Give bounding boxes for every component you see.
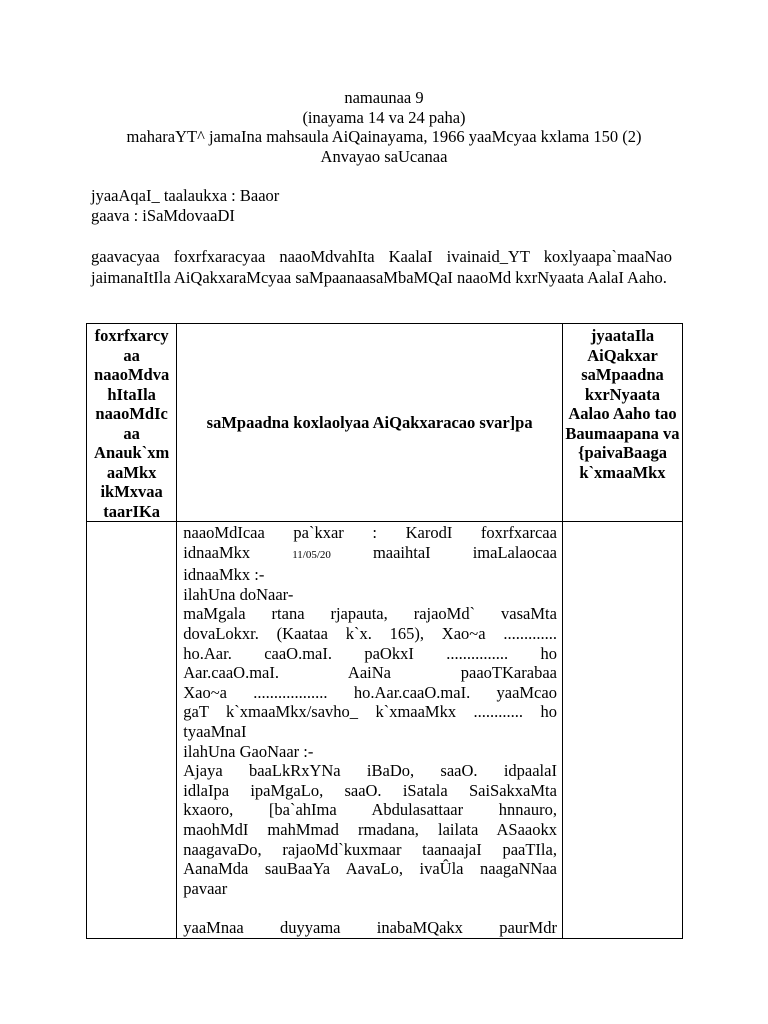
col-header-survey-number: jyaataIla AiQakxar saMpaadna kxrNyaata Aalao Aaho tao Baumaapana va {paivaBaaga k`xmaaMkx (562, 324, 682, 522)
notice-title: Anvayao saUcanaa (320, 146, 448, 166)
body-line: idnaaMkx :- (183, 565, 265, 585)
taluka-line: jyaaAqaI_ taalaukxa : Baaor (91, 186, 280, 205)
body-line: idlaIpa ipaMgaLo, saaO. iSatala SaiSakxaMta (183, 780, 557, 800)
notice-header (86, 88, 682, 166)
entry-date-cell (87, 522, 177, 939)
grantor-heading: ilahUna doNaar- (183, 584, 294, 604)
grantee-heading: ilahUna GaoNaar :- (183, 741, 314, 761)
entry-date: 11/05/20 (292, 548, 331, 561)
table-header-row (87, 324, 683, 522)
col-header-entry-date: foxrfxarcy aa naaoMdva hItaIla naaoMdIc aa Anauk`xm aaMkx ikMxvaa taarIKa (87, 324, 177, 522)
intro-paragraph: gaavacyaa foxrfxaracyaa naaoMdvahIta KaalaI ivainaid_YT koxlyaapa`maaNao jaimanaItIla AiQakxaraMcyaa saMpaanaasaMbaMQaI naaoMd kxrNyaata AalaI Aaho. (91, 247, 672, 287)
received-label: maaihtaI imaLalaocaa (372, 542, 557, 562)
body-line: gaT k`xmaaMkx/savho_ k`xmaaMkx ............ ho (183, 702, 557, 722)
rule-reference: (inayama 14 va 24 paha) (302, 107, 466, 127)
body-line: Ajaya baaLkRxYNa iBaDo, saaO. idpaalaI (183, 761, 557, 781)
location-block (91, 186, 279, 226)
body-line: kxaoro, [ba`ahIma Abdulasattaar hnnauro, (183, 800, 557, 820)
spacer (183, 898, 557, 918)
body-line: naagavaDo, rajaoMd`kuxmaar taanaajaI paaTIla, (183, 839, 557, 859)
body-line: ho.Aar. caaO.maI. paOkxI ............... ho (183, 643, 557, 663)
village-line: gaava : iSaMdovaaDI (91, 206, 235, 225)
body-line: maMgala rtana rjapauta, rajaoMd` vasaMta (183, 604, 557, 624)
body-line: tyaaMnaI (183, 721, 247, 741)
table-row (87, 522, 683, 939)
mutation-table (86, 323, 683, 939)
form-number: namaunaa 9 (344, 88, 424, 107)
rights-description-cell (177, 522, 563, 939)
act-reference: maharaYT^ jamaIna mahsaula AiQainayama, 1966 yaaMcyaa kxlama 150 (2) (126, 127, 642, 146)
body-line: naaoMdIcaa pa`kxar : KarodI foxrfxarcaa (183, 523, 557, 542)
date-label: idnaaMkx (183, 542, 251, 562)
body-line: pavaar (183, 878, 228, 898)
body-line: yaaMnaa duyyama inabaMQakx paurMdr (183, 918, 557, 938)
body-line: maohMdI mahMmad rmadana, lailata ASaaokx (183, 819, 557, 839)
body-line: AanaMda sauBaaYa AavaLo, ivaÛla naagaNNaa (183, 859, 557, 879)
body-line: Xao~a .................. ho.Aar.caaO.maI. yaaMcao (183, 682, 557, 702)
col-header-rights-nature: saMpaadna koxlaolyaa AiQakxaracao svar]pa (177, 324, 563, 522)
body-line: dovaLokxr. (Kaataa k`x. 165), Xao~a ............. (183, 623, 557, 643)
survey-number-cell (562, 522, 682, 939)
body-line-date (183, 543, 557, 566)
body-line: Aar.caaO.maI. AaiNa paaoTKarabaa (183, 663, 557, 683)
